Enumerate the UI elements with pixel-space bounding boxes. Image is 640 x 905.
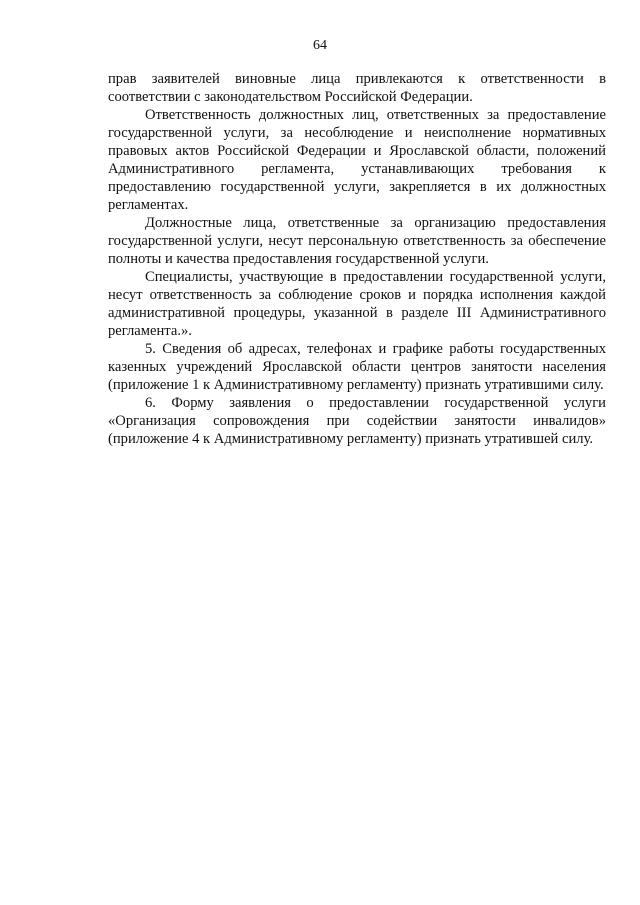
- paragraph-officials-personal-responsibility: Должностные лица, ответственные за организацию предоставления государственной услуги, несут персональную ответственность за обеспечение полноты и качества предоставления государственной услуги.: [108, 215, 606, 267]
- page-number: 64: [313, 38, 327, 53]
- paragraph-item-5: 5. Сведения об адресах, телефонах и графике работы государственных казенных учреждений Ярославской области центров занятости населения (приложение 1 к Административному регламенту) признать утратившими силу.: [108, 341, 606, 393]
- paragraph-specialists-responsibility: Специалисты, участвующие в предоставлении государственной услуги, несут ответственность за соблюдение сроков и порядка исполнения каждой административной процедуры, указанной в разделе III Административного регламента.».: [108, 269, 606, 339]
- paragraph-officials-responsibility: Ответственность должностных лиц, ответственных за предоставление государственной услуги, за несоблюдение и неисполнение нормативных правовых актов Российской Федерации и Ярославской области, положений Административного регламента, устанавливающих требования к предоставлению государственной услуги, закрепляется в их должностных регламентах.: [108, 107, 606, 213]
- document-body: [108, 70, 606, 448]
- paragraph-item-6: 6. Форму заявления о предоставлении государственной услуги «Организация сопровождения при содействии занятости инвалидов» (приложение 4 к Административному регламенту) признать утратившей силу.: [108, 395, 606, 447]
- paragraph-continuation: прав заявителей виновные лица привлекаются к ответственности в соответствии с законодательством Российской Федерации.: [108, 71, 606, 105]
